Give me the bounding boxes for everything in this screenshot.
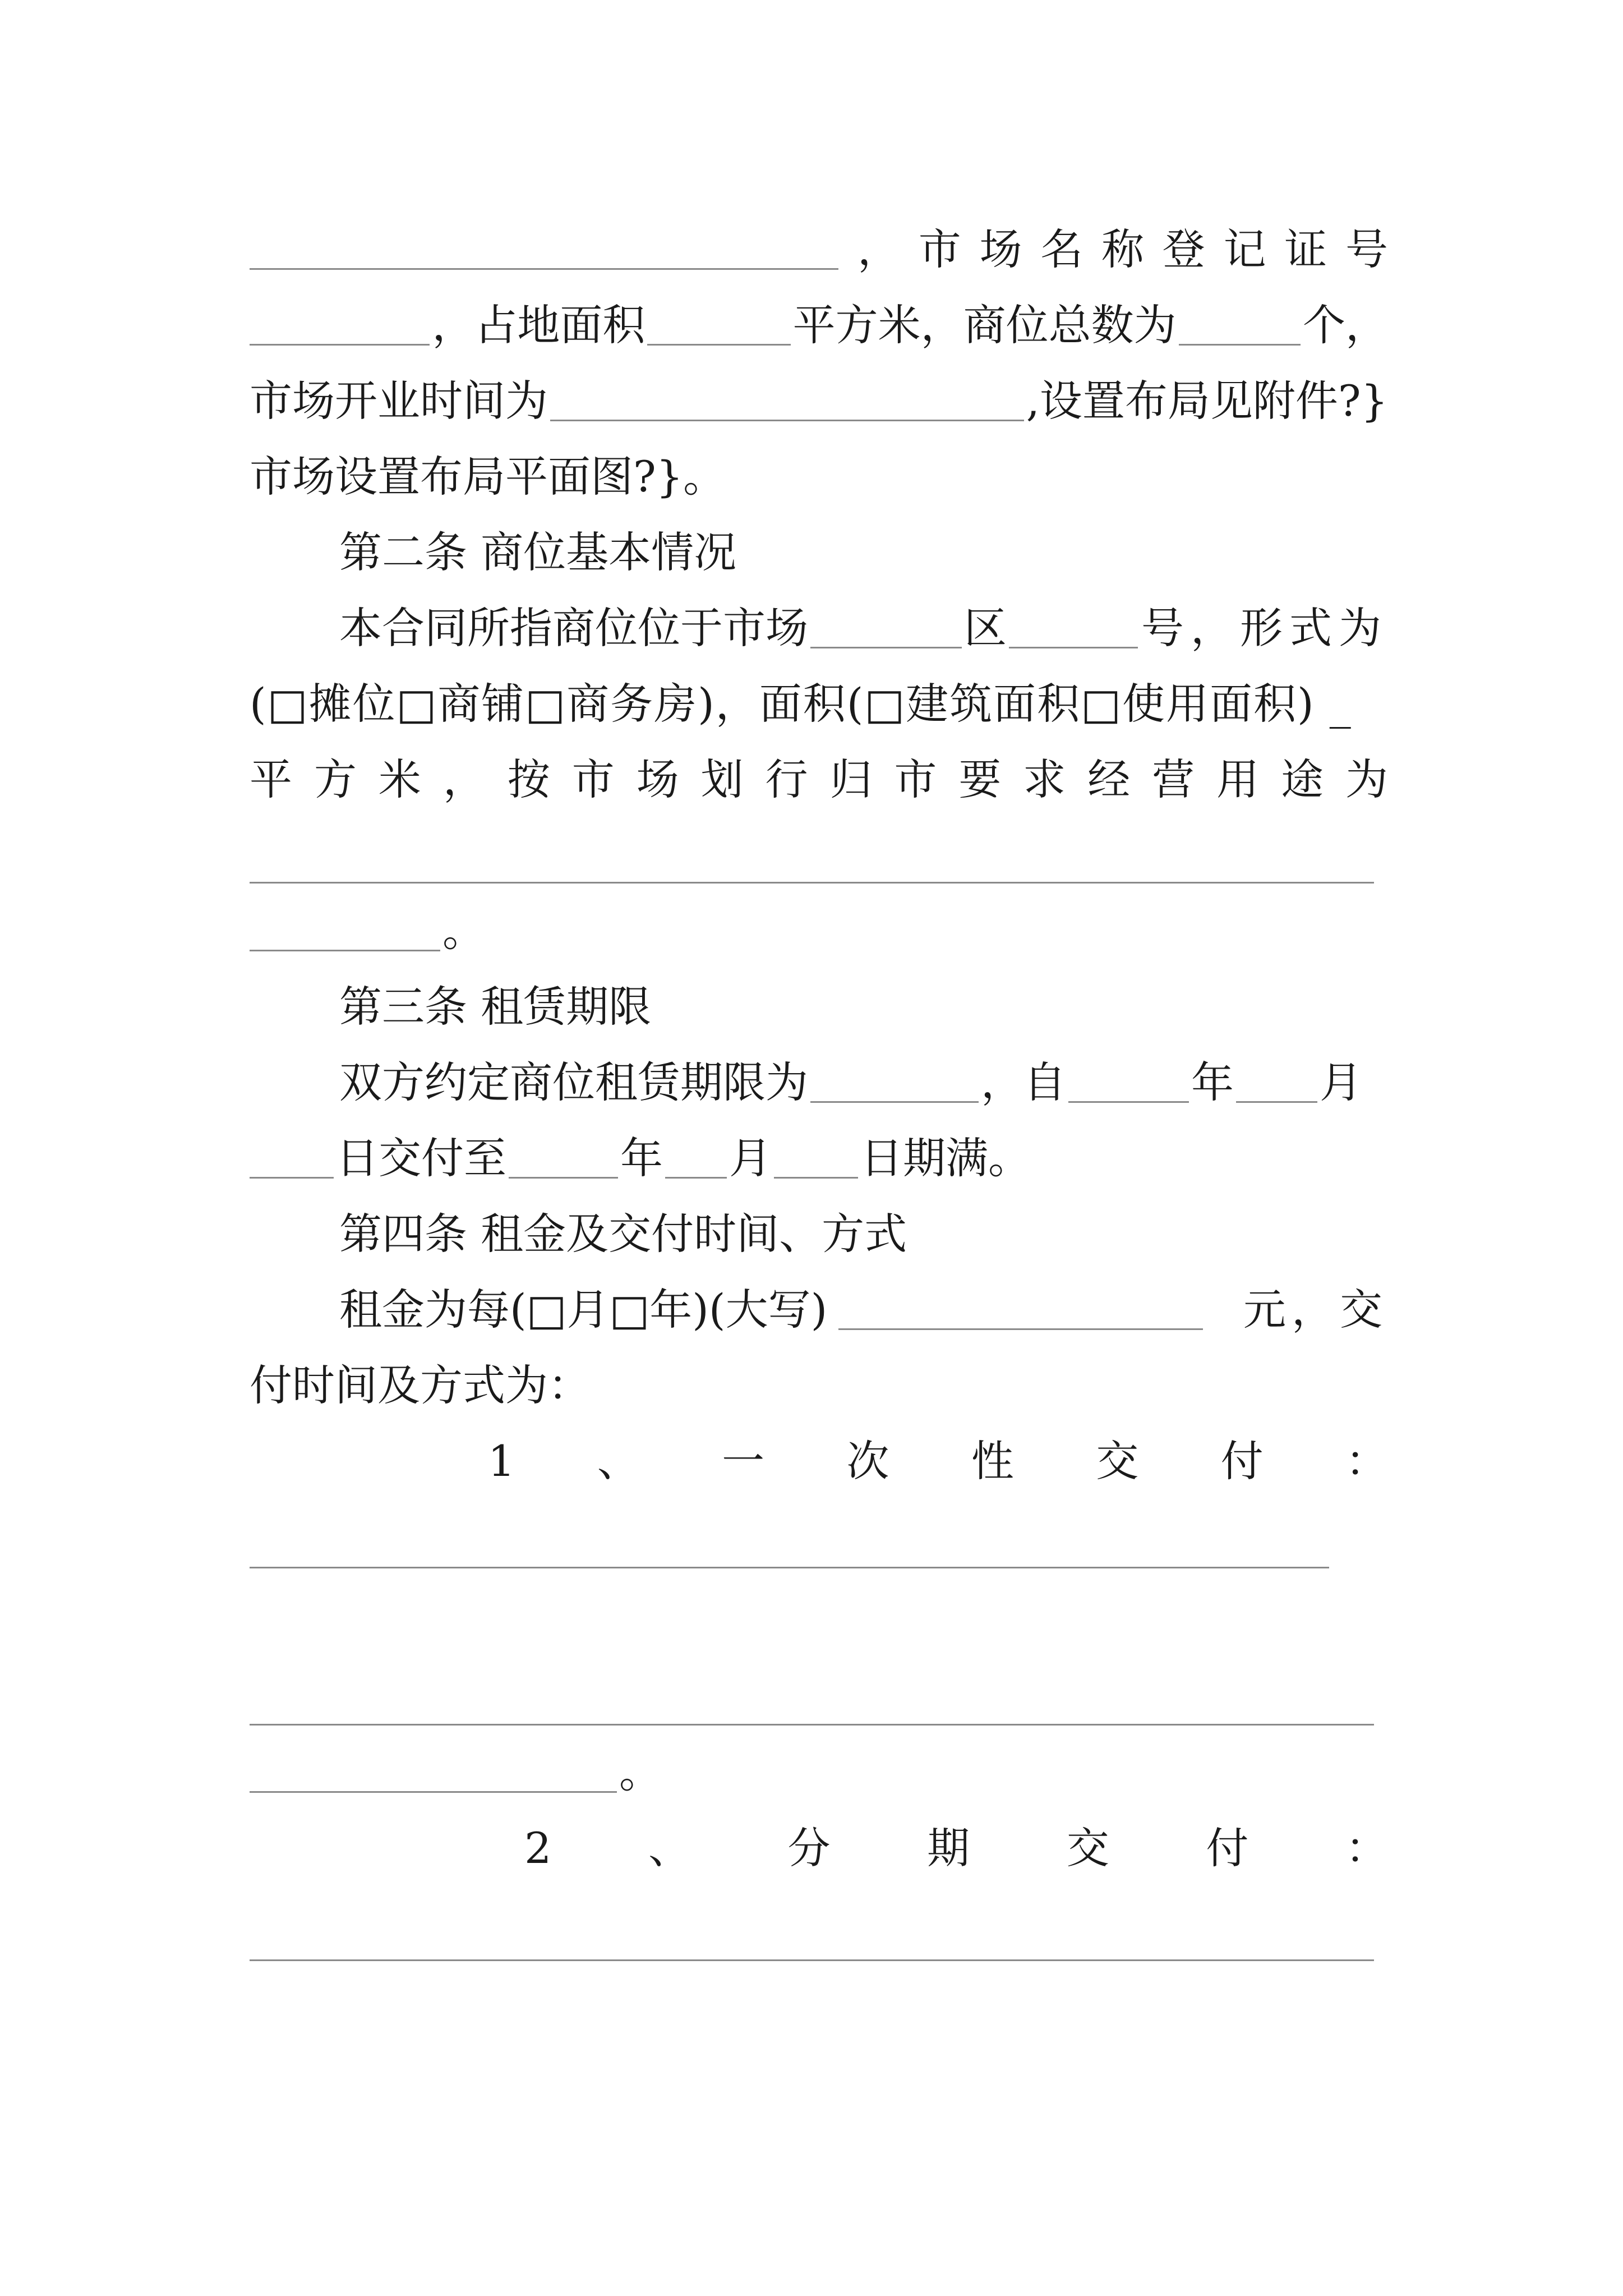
char: 市	[894, 754, 937, 804]
blank-field	[810, 1059, 979, 1103]
char: 付	[1220, 1436, 1264, 1486]
lease-term-end-line	[250, 1130, 1388, 1186]
area-label: ，占地面积	[432, 300, 645, 350]
area-line	[250, 297, 1388, 353]
installment-line	[524, 1820, 1388, 1876]
payment-method-label: 付时间及方式为：	[250, 1360, 591, 1410]
char: 行	[765, 754, 808, 804]
char: 划	[700, 754, 744, 804]
blank-rule	[250, 1567, 1329, 1568]
count-unit: 个，	[1303, 300, 1388, 350]
blank-field	[250, 226, 838, 270]
opening-time-label: 市场开业时间为	[250, 376, 548, 426]
char: 要	[958, 754, 1002, 804]
lump-sum-end-line	[250, 1745, 1388, 1801]
blank-field	[1236, 1059, 1317, 1103]
blank-field	[665, 1134, 727, 1179]
payment-method-line	[250, 1358, 1388, 1414]
char: 分	[787, 1823, 831, 1873]
char: 号	[1345, 224, 1388, 274]
lump-sum-line	[488, 1433, 1388, 1489]
char: 期	[927, 1823, 970, 1873]
blank-field	[1009, 604, 1138, 648]
unit-type-text: (□摊位□商铺□商务房)，面积(□建筑面积□使用面积) _	[250, 679, 1352, 729]
char: 付	[1206, 1823, 1249, 1873]
year-label: 年	[620, 1133, 663, 1183]
market-registration-text	[857, 222, 1388, 278]
char: 登	[1162, 224, 1205, 274]
rent-line	[339, 1282, 1388, 1338]
from-label: ，自	[981, 1057, 1066, 1107]
char: 营	[1152, 754, 1195, 804]
market-registration-line	[250, 222, 1388, 278]
blank-field	[774, 1134, 858, 1179]
char: 米	[378, 754, 421, 804]
unit-type-line	[250, 676, 1388, 732]
blank-rule	[250, 1724, 1374, 1726]
blank-field	[1179, 301, 1301, 346]
char: 归	[829, 754, 873, 804]
blank-field	[250, 301, 430, 346]
blank-rule	[250, 1959, 1374, 1961]
char: ：	[1345, 1436, 1388, 1486]
char: 次	[846, 1436, 889, 1486]
char: 求	[1023, 754, 1066, 804]
currency-label: 元，交	[1243, 1285, 1388, 1335]
expiry-label: 日期满。	[860, 1133, 1031, 1183]
month-label: 月	[1320, 1057, 1362, 1107]
article-2-title	[339, 524, 1388, 581]
period-mark: 。	[442, 906, 485, 956]
char: 场	[979, 224, 1022, 274]
char: 方	[313, 754, 357, 804]
layout-plan-text: 市场设置布局平面图?}。	[250, 452, 726, 501]
usage-line	[250, 752, 1388, 808]
blank-rule	[250, 882, 1374, 884]
char: ，	[857, 224, 900, 274]
char: 名	[1040, 224, 1083, 274]
blank-field	[550, 377, 1024, 421]
char: 、	[597, 1436, 640, 1486]
char: 市	[918, 224, 961, 274]
char: ：	[1345, 1823, 1388, 1873]
opening-time-line	[250, 373, 1388, 429]
year-label: 年	[1191, 1057, 1234, 1107]
blank-field	[1068, 1059, 1189, 1103]
article-title: 第三条 租赁期限	[339, 982, 652, 1032]
unit-count-label: 平方米，商位总数为	[792, 300, 1177, 350]
period-mark: 。	[619, 1747, 662, 1797]
lease-term-label: 双方约定商位租赁期限为	[339, 1057, 808, 1107]
delivered-until-label: 日交付至	[336, 1133, 506, 1183]
blank-field	[838, 1286, 1203, 1330]
rent-label: 租金为每(□月□年)(大写)	[339, 1285, 828, 1335]
article-3-title	[339, 979, 1388, 1035]
char: 按	[507, 754, 550, 804]
char: 一	[722, 1436, 765, 1486]
char: 经	[1087, 754, 1131, 804]
unit-location-label: 本合同所指商位位于市场	[339, 603, 808, 653]
layout-plan-line	[250, 449, 1388, 505]
char: 记	[1223, 224, 1266, 274]
char: 用	[1216, 754, 1260, 804]
zone-label: 区	[964, 603, 1007, 653]
blank-field	[810, 604, 962, 648]
char: 为	[1345, 754, 1388, 804]
char: 市	[571, 754, 615, 804]
unit-location-line	[339, 600, 1388, 656]
article-4-title	[339, 1206, 1388, 1262]
article-title: 第二条 商位基本情况	[339, 527, 737, 577]
blank-field	[250, 1134, 334, 1179]
char: 场	[636, 754, 679, 804]
usage-end-line	[250, 903, 1388, 959]
blank-field	[509, 1134, 618, 1179]
unit-number-label: 号，形式为	[1141, 603, 1388, 653]
char: 1	[488, 1436, 515, 1486]
char: 交	[1066, 1823, 1109, 1873]
article-title: 第四条 租金及交付时间、方式	[339, 1209, 907, 1259]
char: 途	[1281, 754, 1324, 804]
char: 证	[1284, 224, 1327, 274]
layout-attachment-text: ,设置布局见附件?}	[1026, 376, 1388, 426]
blank-field	[250, 1749, 617, 1793]
char: 称	[1101, 224, 1144, 274]
blank-field	[647, 301, 790, 346]
char: 2	[524, 1823, 552, 1873]
char: 、	[648, 1823, 691, 1873]
char: 性	[971, 1436, 1014, 1486]
char: ，	[442, 754, 486, 804]
char: 交	[1096, 1436, 1139, 1486]
month-label: 月	[729, 1133, 772, 1183]
char: 平	[250, 754, 292, 804]
lease-term-line	[339, 1055, 1388, 1111]
blank-field	[250, 907, 440, 951]
